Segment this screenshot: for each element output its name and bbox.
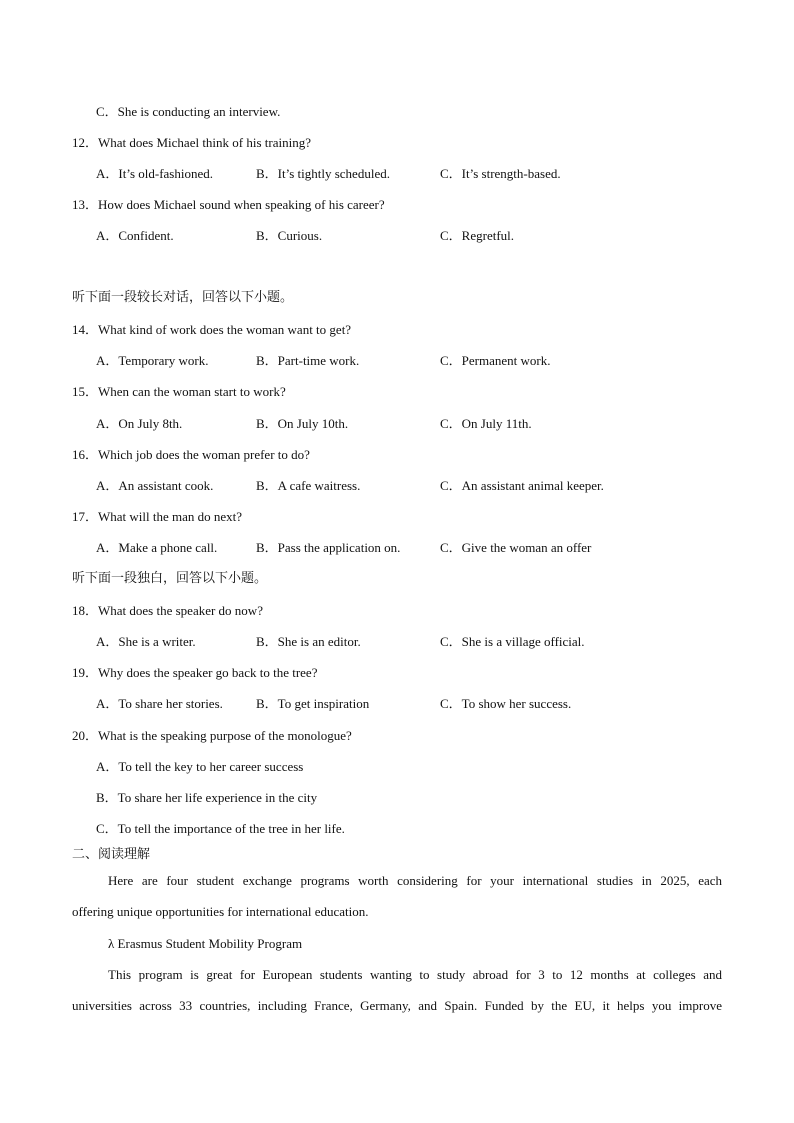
q13-option-b: B．Curious.: [256, 228, 323, 243]
q16-option-c: C．An assistant animal keeper.: [440, 478, 604, 493]
q15-option-b: B．On July 10th.: [256, 416, 349, 431]
program-1-title: λ Erasmus Student Mobility Program: [108, 936, 303, 951]
q15-option-c: C．On July 11th.: [440, 416, 532, 431]
reading-intro-line-2: offering unique opportunities for international education.: [72, 904, 369, 919]
q14-option-c: C．Permanent work.: [440, 353, 551, 368]
q12-option-a: A．It’s old-fashioned.: [96, 166, 213, 181]
q19-option-c: C．To show her success.: [440, 696, 572, 711]
q17-option-a: A．Make a phone call.: [96, 540, 218, 555]
reading-section-heading: 二、阅读理解: [72, 847, 151, 862]
q12-question: 12．What does Michael think of his training?: [72, 135, 312, 150]
q16-option-a: A．An assistant cook.: [96, 478, 214, 493]
q15-question: 15．When can the woman start to work?: [72, 384, 286, 399]
long-dialogue-instruction: 听下面一段较长对话，回答以下小题。: [72, 290, 294, 305]
q12-option-b: B．It’s tightly scheduled.: [256, 166, 390, 181]
q18-option-b: B．She is an editor.: [256, 634, 361, 649]
monologue-instruction: 听下面一段独白，回答以下小题。: [72, 571, 268, 586]
q15-option-a: A．On July 8th.: [96, 416, 183, 431]
q13-option-c: C．Regretful.: [440, 228, 515, 243]
q11-option-c: C．She is conducting an interview.: [96, 104, 281, 119]
q18-question: 18．What does the speaker do now?: [72, 603, 263, 618]
q17-question: 17．What will the man do next?: [72, 509, 243, 524]
reading-intro-line-1: Here are four student exchange programs worth considering for your international studies in 2025, each: [108, 873, 722, 888]
q14-question: 14．What kind of work does the woman want to get?: [72, 322, 352, 337]
q17-option-b: B．Pass the application on.: [256, 540, 401, 555]
q20-question: 20．What is the speaking purpose of the monologue?: [72, 728, 352, 743]
q13-question: 13．How does Michael sound when speaking of his career?: [72, 197, 385, 212]
q18-option-a: A．She is a writer.: [96, 634, 196, 649]
q14-option-b: B．Part-time work.: [256, 353, 360, 368]
q14-option-a: A．Temporary work.: [96, 353, 209, 368]
q17-option-c: C．Give the woman an offer: [440, 540, 592, 555]
q19-option-b: B．To get inspiration: [256, 696, 370, 711]
q16-option-b: B．A cafe waitress.: [256, 478, 361, 493]
q20-option-c: C．To tell the importance of the tree in her life.: [96, 821, 345, 836]
q19-option-a: A．To share her stories.: [96, 696, 223, 711]
q20-option-b: B．To share her life experience in the city: [96, 790, 318, 805]
q18-option-c: C．She is a village official.: [440, 634, 585, 649]
q19-question: 19．Why does the speaker go back to the tree?: [72, 665, 318, 680]
q16-question: 16．Which job does the woman prefer to do?: [72, 447, 310, 462]
program-1-text-line-2: universities across 33 countries, including France, Germany, and Spain. Funded by the EU, it helps you improve: [72, 998, 722, 1013]
q13-option-a: A．Confident.: [96, 228, 174, 243]
q12-option-c: C．It’s strength-based.: [440, 166, 561, 181]
program-1-text-line-1: This program is great for European students wanting to study abroad for 3 to 12 months at colleges and: [108, 967, 722, 982]
q20-option-a: A．To tell the key to her career success: [96, 759, 304, 774]
